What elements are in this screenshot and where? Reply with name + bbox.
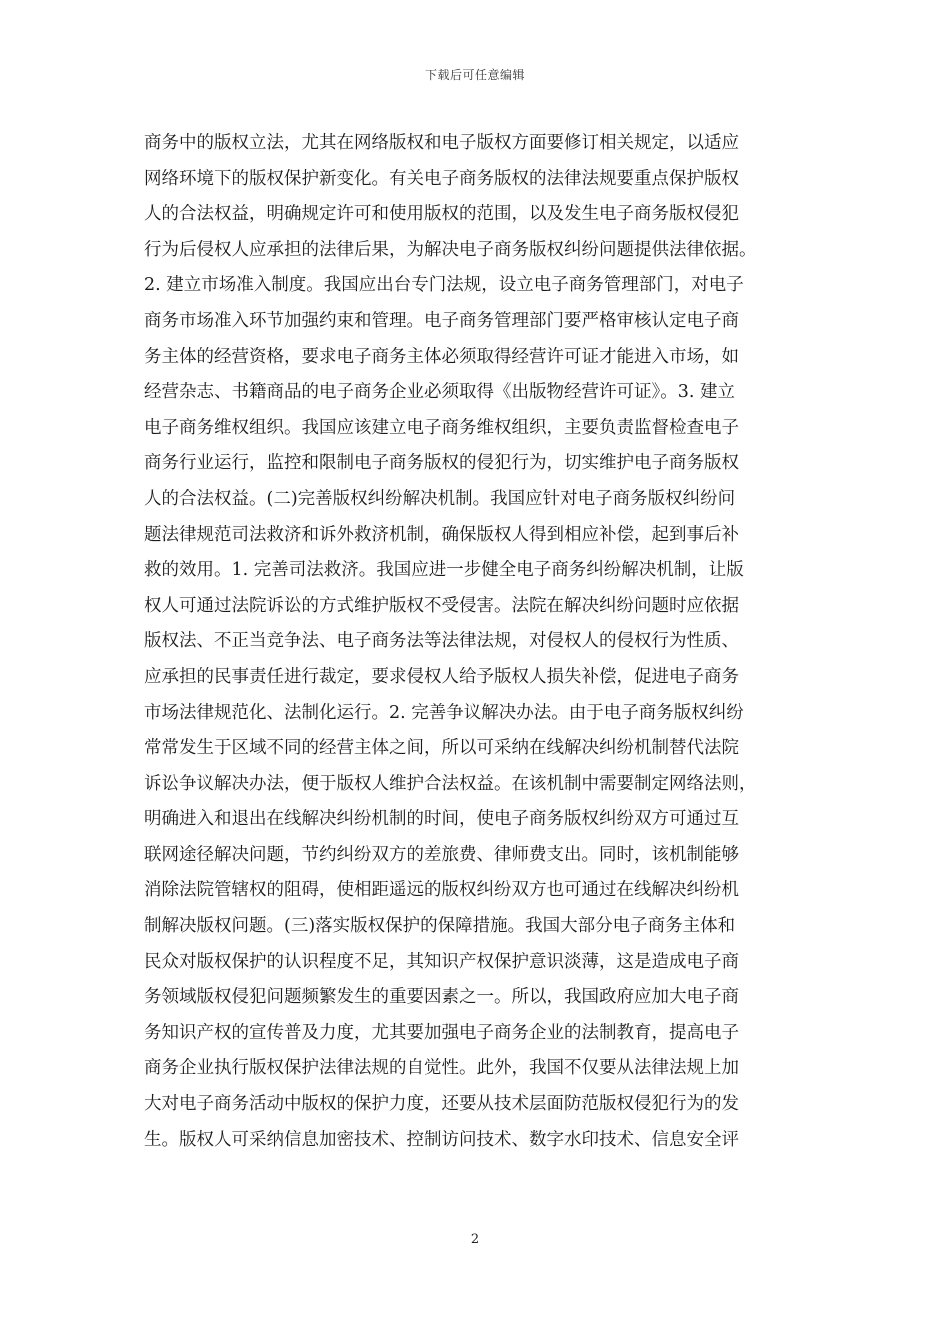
body-line: 经营杂志、书籍商品的电子商务企业必须取得《出版物经营许可证》。3. 建立 xyxy=(144,382,736,403)
body-line: 民众对版权保护的认识程度不足，其知识产权保护意识淡薄，这是造成电子商 xyxy=(144,951,739,972)
body-line: 网络环境下的版权保护新变化。有关电子商务版权的法律法规要重点保护版权 xyxy=(144,168,739,189)
body-line: 2. 建立市场准入制度。我国应出台专门法规，设立电子商务管理部门，对电子 xyxy=(144,275,744,296)
body-line: 人的合法权益，明确规定许可和使用版权的范围，以及发生电子商务版权侵犯 xyxy=(144,204,739,225)
body-line: 应承担的民事责任进行裁定，要求侵权人给予版权人损失补偿，促进电子商务 xyxy=(144,666,739,687)
body-line: 行为后侵权人应承担的法律后果，为解决电子商务版权纠纷问题提供法律依据。 xyxy=(144,239,757,260)
body-line: 救的效用。1. 完善司法救济。我国应进一步健全电子商务纠纷解决机制，让版 xyxy=(144,560,744,581)
body-line: 商务企业执行版权保护法律法规的自觉性。此外，我国不仅要从法律法规上加 xyxy=(144,1058,739,1079)
body-line: 明确进入和退出在线解决纠纷机制的时间，使电子商务版权纠纷双方可通过互 xyxy=(144,809,739,830)
body-line: 商务中的版权立法，尤其在网络版权和电子版权方面要修订相关规定，以适应 xyxy=(144,133,739,153)
page-number: 2 xyxy=(470,1232,480,1247)
body-line: 务主体的经营资格，要求电子商务主体必须取得经营许可证才能进入市场，如 xyxy=(144,346,739,367)
body-line: 务领域版权侵犯问题频繁发生的重要因素之一。所以，我国政府应加大电子商 xyxy=(144,987,739,1008)
body-line: 版权法、不正当竞争法、电子商务法等法律法规，对侵权人的侵权行为性质、 xyxy=(144,631,739,652)
body-line: 市场法律规范化、法制化运行。2. 完善争议解决办法。由于电子商务版权纠纷 xyxy=(144,702,744,723)
body-line: 题法律规范司法救济和诉外救济机制，确保版权人得到相应补偿，起到事后补 xyxy=(144,524,739,545)
body-line: 制解决版权问题。(三)落实版权保护的保障措施。我国大部分电子商务主体和 xyxy=(144,916,736,937)
page-header: 下载后可任意编辑 xyxy=(424,68,525,82)
body-line: 大对电子商务活动中版权的保护力度，还要从技术层面防范版权侵犯行为的发 xyxy=(144,1094,739,1115)
body-line: 务知识产权的宣传普及力度，尤其要加强电子商务企业的法制教育，提高电子 xyxy=(144,1022,739,1043)
body-line: 诉讼争议解决办法，便于版权人维护合法权益。在该机制中需要制定网络法则， xyxy=(144,773,757,794)
body-line: 电子商务维权组织。我国应该建立电子商务维权组织，主要负责监督检查电子 xyxy=(144,417,739,438)
body-line: 生。版权人可采纳信息加密技术、控制访问技术、数字水印技术、信息安全评 xyxy=(144,1129,739,1150)
body-line: 消除法院管辖权的阻碍，使相距遥远的版权纠纷双方也可通过在线解决纠纷机 xyxy=(144,880,739,901)
body-text xyxy=(144,126,814,1158)
body-line: 常常发生于区域不同的经营主体之间，所以可采纳在线解决纠纷机制替代法院 xyxy=(144,738,739,759)
body-line: 人的合法权益。(二)完善版权纠纷解决机制。我国应针对电子商务版权纠纷问 xyxy=(144,488,736,509)
body-line: 联网途径解决问题，节约纠纷双方的差旅费、律师费支出。同时，该机制能够 xyxy=(144,844,739,865)
body-line: 权人可通过法院诉讼的方式维护版权不受侵害。法院在解决纠纷问题时应依据 xyxy=(144,595,739,616)
body-line: 商务市场准入环节加强约束和管理。电子商务管理部门要严格审核认定电子商 xyxy=(144,310,739,331)
body-line: 商务行业运行，监控和限制电子商务版权的侵犯行为，切实维护电子商务版权 xyxy=(144,453,739,474)
